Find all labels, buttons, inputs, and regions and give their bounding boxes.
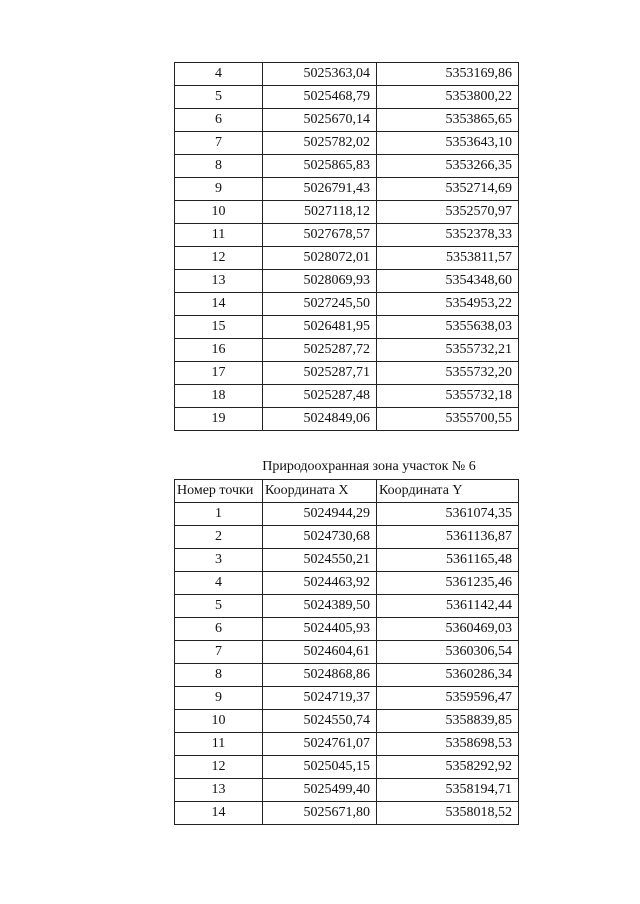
coordinate-x-cell: 5024463,92	[263, 572, 377, 595]
table-row	[175, 63, 519, 86]
coordinate-y-cell: 5355732,21	[377, 339, 519, 362]
coordinate-y-cell: 5358698,53	[377, 733, 519, 756]
table-row	[175, 526, 519, 549]
point-number-cell: 10	[175, 201, 263, 224]
point-number-cell: 5	[175, 595, 263, 618]
coordinate-y-cell: 5358194,71	[377, 779, 519, 802]
header-coordinate-y: Координата Y	[377, 480, 519, 503]
coordinate-y-cell: 5361142,44	[377, 595, 519, 618]
table-row	[175, 503, 519, 526]
table-row	[175, 247, 519, 270]
table-row	[175, 293, 519, 316]
header-coordinate-x: Координата X	[263, 480, 377, 503]
point-number-cell: 2	[175, 526, 263, 549]
point-number-cell: 11	[175, 733, 263, 756]
table-row	[175, 270, 519, 293]
point-number-cell: 12	[175, 756, 263, 779]
point-number-cell: 5	[175, 86, 263, 109]
coordinate-x-cell: 5025670,14	[263, 109, 377, 132]
table-body	[175, 63, 519, 431]
coordinate-y-cell: 5353169,86	[377, 63, 519, 86]
coordinate-y-cell: 5360469,03	[377, 618, 519, 641]
point-number-cell: 11	[175, 224, 263, 247]
point-number-cell: 10	[175, 710, 263, 733]
coordinate-y-cell: 5353266,35	[377, 155, 519, 178]
coordinate-x-cell: 5024604,61	[263, 641, 377, 664]
coordinate-y-cell: 5352714,69	[377, 178, 519, 201]
coordinate-x-cell: 5024730,68	[263, 526, 377, 549]
coordinate-x-cell: 5024761,07	[263, 733, 377, 756]
table-header	[175, 480, 519, 503]
table-body	[175, 503, 519, 825]
coordinate-y-cell: 5355700,55	[377, 408, 519, 431]
coordinate-x-cell: 5025363,04	[263, 63, 377, 86]
point-number-cell: 4	[175, 63, 263, 86]
coordinate-x-cell: 5026481,95	[263, 316, 377, 339]
coordinate-y-cell: 5355638,03	[377, 316, 519, 339]
point-number-cell: 7	[175, 641, 263, 664]
point-number-cell: 9	[175, 687, 263, 710]
coordinate-x-cell: 5027118,12	[263, 201, 377, 224]
point-number-cell: 14	[175, 802, 263, 825]
coordinate-y-cell: 5360306,54	[377, 641, 519, 664]
point-number-cell: 16	[175, 339, 263, 362]
point-number-cell: 8	[175, 155, 263, 178]
point-number-cell: 17	[175, 362, 263, 385]
coordinate-x-cell: 5024849,06	[263, 408, 377, 431]
point-number-cell: 6	[175, 109, 263, 132]
coordinate-y-cell: 5352570,97	[377, 201, 519, 224]
table-row	[175, 132, 519, 155]
coordinate-x-cell: 5028072,01	[263, 247, 377, 270]
point-number-cell: 18	[175, 385, 263, 408]
coordinate-x-cell: 5025782,02	[263, 132, 377, 155]
table-row	[175, 224, 519, 247]
coordinate-y-cell: 5361235,46	[377, 572, 519, 595]
table-row	[175, 779, 519, 802]
coordinate-x-cell: 5025671,80	[263, 802, 377, 825]
coordinate-y-cell: 5353811,57	[377, 247, 519, 270]
coordinate-y-cell: 5355732,18	[377, 385, 519, 408]
coordinate-y-cell: 5358018,52	[377, 802, 519, 825]
point-number-cell: 13	[175, 270, 263, 293]
coordinate-x-cell: 5027245,50	[263, 293, 377, 316]
point-number-cell: 3	[175, 549, 263, 572]
point-number-cell: 12	[175, 247, 263, 270]
coordinate-x-cell: 5025287,72	[263, 339, 377, 362]
table-row	[175, 178, 519, 201]
coordinate-x-cell: 5024550,21	[263, 549, 377, 572]
coordinates-table-zone-6	[174, 479, 519, 825]
table-row	[175, 201, 519, 224]
point-number-cell: 14	[175, 293, 263, 316]
table-row	[175, 687, 519, 710]
table-row	[175, 618, 519, 641]
coordinate-x-cell: 5024405,93	[263, 618, 377, 641]
coordinate-y-cell: 5353643,10	[377, 132, 519, 155]
point-number-cell: 6	[175, 618, 263, 641]
table-row	[175, 733, 519, 756]
coordinate-y-cell: 5358839,85	[377, 710, 519, 733]
coordinate-x-cell: 5025045,15	[263, 756, 377, 779]
table-row	[175, 408, 519, 431]
coordinate-x-cell: 5025287,71	[263, 362, 377, 385]
table-row	[175, 572, 519, 595]
coordinate-x-cell: 5025468,79	[263, 86, 377, 109]
header-row	[175, 480, 519, 503]
coordinate-y-cell: 5361074,35	[377, 503, 519, 526]
table-caption-zone-6: Природоохранная зона участок № 6	[262, 459, 476, 474]
coordinate-y-cell: 5354953,22	[377, 293, 519, 316]
coordinate-y-cell: 5361136,87	[377, 526, 519, 549]
point-number-cell: 4	[175, 572, 263, 595]
coordinate-x-cell: 5027678,57	[263, 224, 377, 247]
coordinate-x-cell: 5026791,43	[263, 178, 377, 201]
point-number-cell: 1	[175, 503, 263, 526]
coordinate-y-cell: 5361165,48	[377, 549, 519, 572]
coordinate-y-cell: 5360286,34	[377, 664, 519, 687]
coordinate-x-cell: 5024389,50	[263, 595, 377, 618]
coordinate-x-cell: 5025499,40	[263, 779, 377, 802]
coordinate-y-cell: 5359596,47	[377, 687, 519, 710]
coordinate-x-cell: 5028069,93	[263, 270, 377, 293]
table-row	[175, 362, 519, 385]
coordinate-y-cell: 5355732,20	[377, 362, 519, 385]
coordinate-y-cell: 5358292,92	[377, 756, 519, 779]
coordinates-table-continued	[174, 62, 519, 431]
table-row	[175, 710, 519, 733]
table-row	[175, 385, 519, 408]
coordinate-x-cell: 5024550,74	[263, 710, 377, 733]
table-row	[175, 86, 519, 109]
coordinate-x-cell: 5024944,29	[263, 503, 377, 526]
point-number-cell: 13	[175, 779, 263, 802]
coordinate-y-cell: 5353865,65	[377, 109, 519, 132]
table-row	[175, 155, 519, 178]
table-row	[175, 802, 519, 825]
table-row	[175, 109, 519, 132]
coordinate-x-cell: 5025865,83	[263, 155, 377, 178]
table-row	[175, 756, 519, 779]
coordinate-y-cell: 5352378,33	[377, 224, 519, 247]
point-number-cell: 19	[175, 408, 263, 431]
table-row	[175, 595, 519, 618]
table-row	[175, 664, 519, 687]
coordinate-x-cell: 5024868,86	[263, 664, 377, 687]
point-number-cell: 7	[175, 132, 263, 155]
table-row	[175, 549, 519, 572]
table-row	[175, 339, 519, 362]
header-point-number: Номер точки	[175, 480, 263, 503]
coordinate-x-cell: 5024719,37	[263, 687, 377, 710]
table-row	[175, 316, 519, 339]
point-number-cell: 9	[175, 178, 263, 201]
coordinate-y-cell: 5354348,60	[377, 270, 519, 293]
point-number-cell: 8	[175, 664, 263, 687]
table-row	[175, 641, 519, 664]
coordinate-y-cell: 5353800,22	[377, 86, 519, 109]
coordinate-x-cell: 5025287,48	[263, 385, 377, 408]
point-number-cell: 15	[175, 316, 263, 339]
